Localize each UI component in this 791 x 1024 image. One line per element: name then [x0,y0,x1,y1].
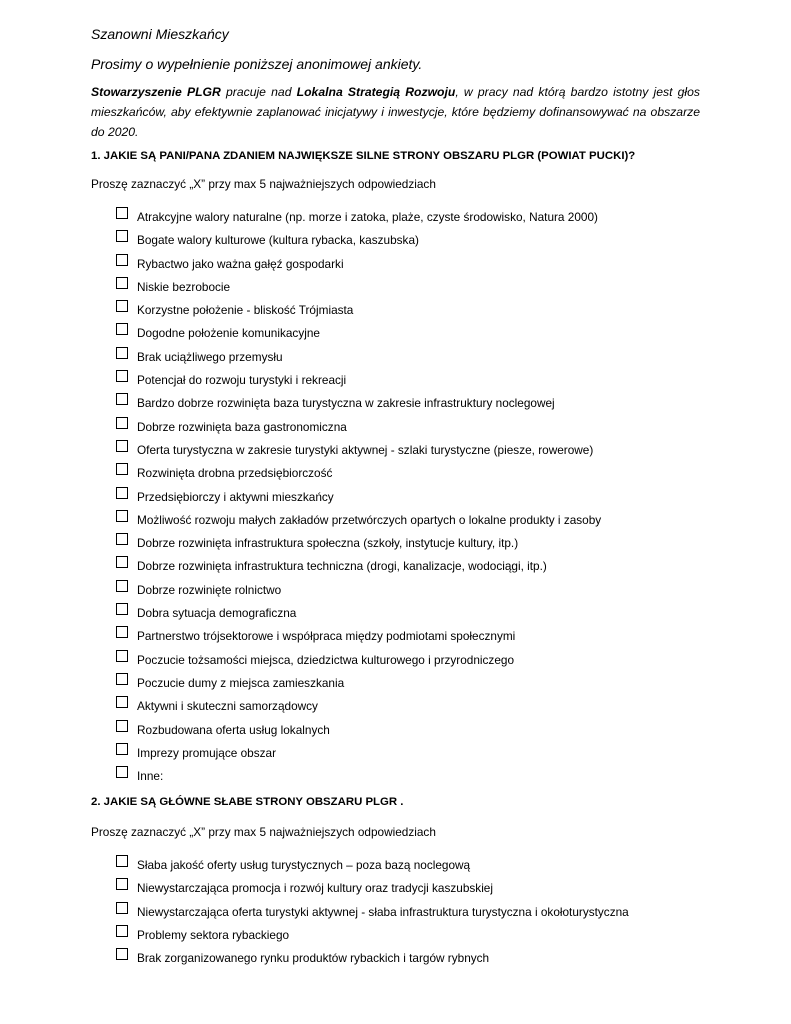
checkbox[interactable] [116,626,128,638]
option-label: Oferta turystyczna w zakresie turystyki aktywnej - szlaki turystyczne (piesze, rowerowe) [137,442,594,457]
section1-option[interactable] [116,207,601,230]
checkbox[interactable] [116,463,128,475]
section1-option[interactable] [116,487,601,510]
option-label: Poczucie dumy z miejsca zamieszkania [137,675,345,690]
section1-option[interactable] [116,300,601,323]
checkbox[interactable] [116,948,128,960]
checkbox[interactable] [116,580,128,592]
option-label: Słaba jakość oferty usług turystycznych – poza bazą noclegową [137,858,471,872]
option-label: Dogodne położenie komunikacyjne [137,326,320,341]
section1-option[interactable] [116,696,601,719]
section1-option[interactable] [116,673,601,696]
checkbox[interactable] [116,878,128,890]
checkbox[interactable] [116,254,128,266]
option-label: Korzystne położenie - bliskość Trójmiasta [137,303,354,318]
option-label: Imprezy promujące obszar [137,745,276,760]
checkbox[interactable] [116,510,128,522]
section1-option[interactable] [116,277,601,300]
option-label: Rybactwo jako ważna gałęź gospodarki [137,256,344,271]
checkbox[interactable] [116,300,128,312]
intro-part1: pracuje nad [220,85,297,99]
checkbox[interactable] [116,487,128,499]
section1-option[interactable] [116,556,601,579]
option-label: Niewystarczająca promocja i rozwój kultury oraz tradycji kaszubskiej [137,881,493,896]
option-label: Dobrze rozwinięta infrastruktura techniczna (drogi, kanalizacje, wodociągi, itp.) [137,559,547,574]
checkbox[interactable] [116,230,128,242]
section1-option[interactable] [116,510,601,533]
option-label: Rozbudowana oferta usług lokalnych [137,722,330,737]
checkbox[interactable] [116,855,128,867]
option-label: Poczucie tożsamości miejsca, dziedzictwa kulturowego i przyrodniczego [137,652,515,667]
option-label: Niskie bezrobocie [137,279,231,294]
section1-option[interactable] [116,417,601,440]
checkbox[interactable] [116,673,128,685]
section1-option[interactable] [116,230,601,253]
checkbox[interactable] [116,696,128,708]
section1-title: 1. JAKIE SĄ PANI/PANA ZDANIEM NAJWIĘKSZE SILNE STRONY OBSZARU PLGR (POWIAT PUCKI)? [91,150,636,162]
section1-option[interactable] [116,766,601,789]
option-label: Aktywni i skuteczni samorządowcy [137,699,318,714]
section1-option[interactable] [116,720,601,743]
section2-option[interactable] [116,902,629,925]
option-label: Przedsiębiorczy i aktywni mieszkańcy [137,489,334,504]
section2-instruction: Proszę zaznaczyć „X” przy max 5 najważniejszych odpowiedziach [91,825,436,839]
section1-option[interactable] [116,440,601,463]
option-label: Dobrze rozwinięta infrastruktura społeczna (szkoły, instytucje kultury, itp.) [137,536,519,551]
section1-option[interactable] [116,463,601,486]
intro-part2: , w pracy nad którą bardzo istotny jest głos mieszkańców, aby efektywnie zaplanować inicjatywy i inwestycje, które będziemy dofinansowywać na obszarze do 2020. [91,85,701,139]
section1-option[interactable] [116,347,601,370]
section1-options [116,207,601,789]
option-label: Inne: [137,769,164,784]
option-label: Dobrze rozwinięta baza gastronomiczna [137,419,347,434]
checkbox[interactable] [116,902,128,914]
checkbox[interactable] [116,766,128,778]
section1-option[interactable] [116,603,601,626]
checkbox[interactable] [116,417,128,429]
checkbox[interactable] [116,370,128,382]
section1-instruction: Proszę zaznaczyć „X” przy max 5 najważniejszych odpowiedziach [91,177,436,191]
option-label: Dobrze rozwinięte rolnictwo [137,582,282,597]
option-label: Brak zorganizowanego rynku produktów rybackich i targów rybnych [137,951,490,966]
checkbox[interactable] [116,743,128,755]
section1-option[interactable] [116,533,601,556]
section2-option[interactable] [116,925,629,948]
checkbox[interactable] [116,650,128,662]
section2-option[interactable] [116,878,629,901]
checkbox[interactable] [116,925,128,937]
intro-org: Stowarzyszenie PLGR [91,85,221,99]
option-label: Problemy sektora rybackiego [137,927,290,942]
checkbox[interactable] [116,556,128,568]
section1-option[interactable] [116,254,601,277]
checkbox[interactable] [116,533,128,545]
section2-title: 2. JAKIE SĄ GŁÓWNE SŁABE STRONY OBSZARU PLGR . [91,796,404,808]
option-label: Niewystarczająca oferta turystyki aktywnej - słaba infrastruktura turystyczna i okołoturystyczna [137,904,629,919]
section1-option[interactable] [116,743,601,766]
checkbox[interactable] [116,347,128,359]
greeting: Szanowni Mieszkańcy [91,26,229,42]
checkbox[interactable] [116,393,128,405]
section1-option[interactable] [116,650,601,673]
option-label: Atrakcyjne walory naturalne (np. morze i zatoka, plaże, czyste środowisko, Natura 2000) [137,210,598,224]
section1-option[interactable] [116,323,601,346]
option-label: Partnerstwo trójsektorowe i współpraca między podmiotami społecznymi [137,629,516,644]
checkbox[interactable] [116,207,128,219]
section2-option[interactable] [116,948,629,971]
option-label: Potencjał do rozwoju turystyki i rekreacji [137,373,347,388]
checkbox[interactable] [116,720,128,732]
option-label: Rozwinięta drobna przedsiębiorczość [137,466,333,481]
checkbox[interactable] [116,440,128,452]
option-label: Bogate walory kulturowe (kultura rybacka, kaszubska) [137,233,419,248]
option-label: Możliwość rozwoju małych zakładów przetwórczych opartych o lokalne produkty i zasoby [137,512,602,527]
option-label: Bardzo dobrze rozwinięta baza turystyczna w zakresie infrastruktury noclegowej [137,396,555,411]
section2-option[interactable] [116,855,629,878]
intro-paragraph [91,82,700,142]
option-label: Brak uciążliwego przemysłu [137,349,283,364]
section1-option[interactable] [116,393,601,416]
intro-strategy: Lokalna Strategią Rozwoju [296,85,456,99]
section2-options [116,855,629,971]
section1-option[interactable] [116,370,601,393]
checkbox[interactable] [116,277,128,289]
section1-option[interactable] [116,626,601,649]
checkbox[interactable] [116,323,128,335]
survey-request: Prosimy o wypełnienie poniższej anonimowej ankiety. [91,56,423,72]
option-label: Dobra sytuacja demograficzna [137,606,297,621]
checkbox[interactable] [116,603,128,615]
section1-option[interactable] [116,580,601,603]
